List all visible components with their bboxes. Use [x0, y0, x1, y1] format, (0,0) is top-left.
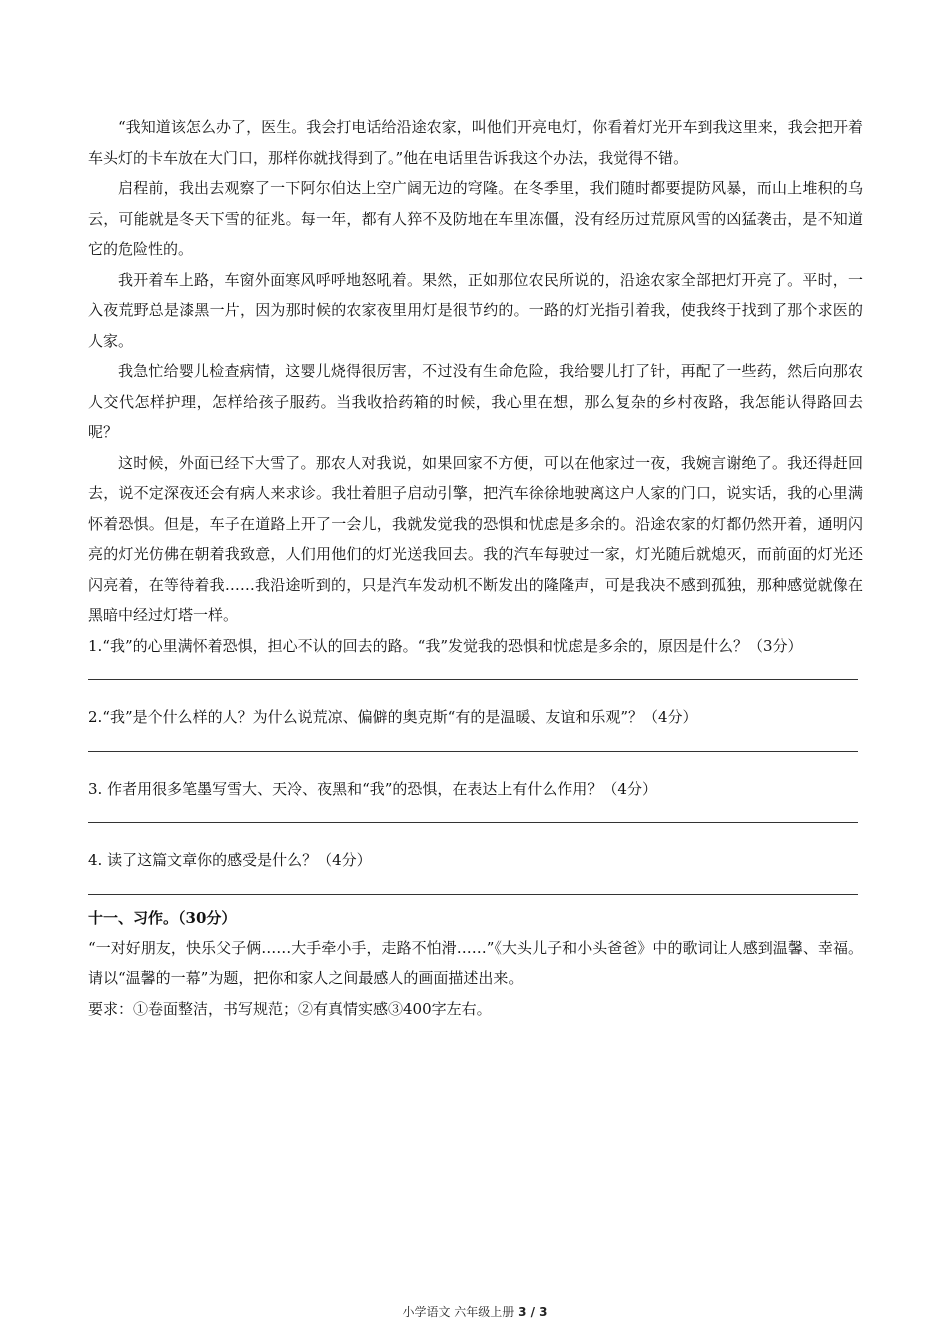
question-4: 4. 读了这篇文章你的感受是什么？（4分）: [88, 851, 372, 869]
passage-paragraph: 我开着车上路，车窗外面寒风呼呼地怒吼着。果然，正如那位农民所说的，沿途农家全部把灯开亮了。平时，一入夜荒野总是漆黑一片，因为那时候的农家夜里用灯是很节约的。一路的灯光指引着我，使我终于找到了那个求医的人家。: [88, 270, 863, 350]
writing-requirements: 要求：①卷面整洁，书写规范；②有真情实感③400字左右。: [88, 999, 492, 1018]
writing-prompt: “一对好朋友，快乐父子俩……大手牵小手，走路不怕滑……”《大头儿子和小头爸爸》中的歌词让人感到温馨、幸福。请以“温馨的一幕”为题，把你和家人之间最感人的画面描述出来。: [88, 938, 863, 987]
passage-paragraph: 这时候，外面已经下大雪了。那农人对我说，如果回家不方便，可以在他家过一夜，我婉言谢绝了。我还得赶回去，说不定深夜还会有病人来求诊。我壮着胆子启动引擎，把汽车徐徐地驶离这户人家的门口，说实话，我的心里满怀着恐惧。但是，车子在道路上开了一会儿，我就发觉我的恐惧和忧虑是多余的。沿途农家的灯都仍然开着，通明闪亮的灯光仿佛在朝着我致意，人们用他们的灯光送我回去。我的汽车每驶过一家，灯光随后就熄灭，而前面的灯光还闪亮着，在等待着我……我沿途听到的，只是汽车发动机不断发出的隆隆声，可是我决不感到孤独，那种感觉就像在黑暗中经过灯塔一样。: [88, 453, 863, 624]
answer-line-4[interactable]: [88, 894, 858, 895]
exam-page: [88, 112, 863, 1024]
section-title: 十一、习作。（30分）: [88, 908, 237, 927]
passage-paragraph: 启程前，我出去观察了一下阿尔伯达上空广阔无边的穹隆。在冬季里，我们随时都要提防风暴，而山上堆积的乌云，可能就是冬天下雪的征兆。每一年，都有人猝不及防地在车里冻僵，没有经历过荒原风雪的凶猛袭击，是不知道它的危险性的。: [88, 179, 863, 258]
passage-paragraph: “我知道该怎么办了，医生。我会打电话给沿途农家，叫他们开亮电灯，你看着灯光开车到我这里来，我会把开着车头灯的卡车放在大门口，那样你就找得到了。”他在电话里告诉我这个办法，我觉得不错。: [88, 118, 863, 167]
page-number: 3 / 3: [518, 1305, 548, 1319]
question-1: 1.“我”的心里满怀着恐惧，担心不认的回去的路。“我”发觉我的恐惧和忧虑是多余的，原因是什么？（3分）: [88, 636, 803, 655]
question-3: 3. 作者用很多笔墨写雪大、天冷、夜黑和“我”的恐惧，在表达上有什么作用？（4分）: [88, 779, 657, 798]
page-footer: [0, 1303, 950, 1320]
footer-label: 小学语文 六年级上册: [402, 1305, 519, 1319]
passage-paragraph: 我急忙给婴儿检查病情，这婴儿烧得很厉害，不过没有生命危险，我给婴儿打了针，再配了一些药，然后向那农人交代怎样护理，怎样给孩子服药。当我收拾药箱的时候，我心里在想，那么复杂的乡村夜路，我怎能认得路回去呢？: [88, 362, 863, 441]
question-2: 2.“我”是个什么样的人？为什么说荒凉、偏僻的奥克斯“有的是温暖、友谊和乐观”？（4分）: [88, 708, 698, 726]
